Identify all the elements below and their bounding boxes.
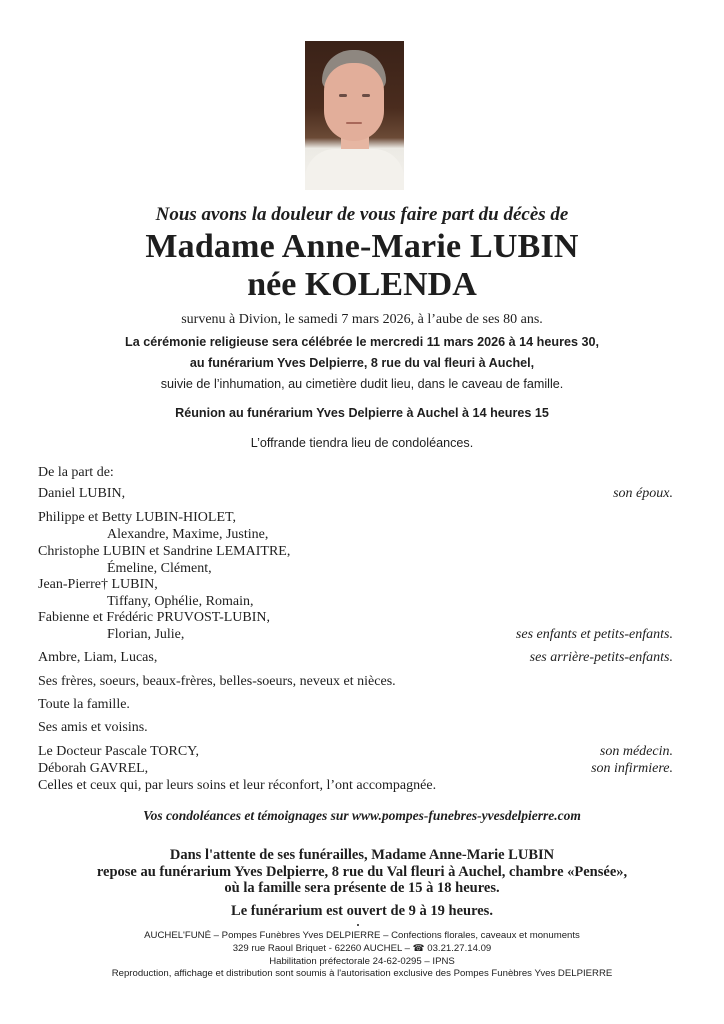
spouse-relation: son époux. — [613, 486, 673, 501]
photo-mouth — [346, 122, 362, 124]
grandchildren: Alexandre, Maxime, Justine, — [107, 527, 269, 542]
nurse-name: Déborah GAVREL, — [38, 761, 149, 776]
grandchildren: Émeline, Clément, — [107, 561, 212, 576]
photo-shirt — [305, 149, 404, 190]
announcement-intro: Nous avons la douleur de vous faire part du décès de — [155, 204, 569, 225]
death-details: survenu à Divion, le samedi 7 mars 2026, à l’aube de ses 80 ans. — [181, 312, 543, 327]
child-family: Christophe LUBIN et Sandrine LEMAITRE, — [38, 544, 291, 559]
great-grandchildren: Ambre, Liam, Lucas, — [38, 650, 158, 665]
photo-face — [324, 63, 384, 141]
footer-phone: 03.21.27.14.09 — [424, 943, 492, 954]
offering-note: L’offrande tiendra lieu de condoléances. — [250, 436, 474, 450]
divider-dot — [357, 924, 359, 926]
funerarium-hours: Le funérarium est ouvert de 9 à 19 heures. — [231, 903, 493, 919]
child-family: Philippe et Betty LUBIN-HIOLET, — [38, 510, 237, 525]
from-label: De la part de: — [38, 465, 114, 480]
ceremony-line-2: au funérarium Yves Delpierre, 8 rue du val fleuri à Auchel, — [189, 356, 535, 370]
burial-details: suivie de l’inhumation, au cimetière dudit lieu, dans le caveau de famille. — [160, 377, 564, 391]
deceased-portrait-photo — [305, 41, 404, 190]
footer-license: Habilitation préfectorale 24-62-0295 – IPNS — [269, 956, 455, 967]
photo-eye — [362, 94, 370, 97]
footer-address — [0, 943, 724, 954]
caregivers: Celles et ceux qui, par leurs soins et leur réconfort, l’ont accompagnée. — [38, 778, 437, 793]
child-family: Fabienne et Frédéric PRUVOST-LUBIN, — [38, 610, 271, 625]
footer-reproduction-notice: Reproduction, affichage et distribution sont soumis à l'autorisation exclusive des Pompes Funèbres Yves DELPIERRE — [111, 968, 613, 979]
child-family: Jean-Pierre† LUBIN, — [38, 577, 158, 592]
footer-address-text: 329 rue Raoul Briquet - 62260 AUCHEL – — [232, 943, 413, 954]
spouse-name: Daniel LUBIN, — [38, 486, 126, 501]
doctor-relation: son médecin. — [599, 744, 673, 759]
viewing-line-3: où la famille sera présente de 15 à 18 heures. — [224, 880, 500, 896]
whole-family: Toute la famille. — [38, 697, 130, 712]
meeting-details: Réunion au funérarium Yves Delpierre à Auchel à 14 heures 15 — [175, 406, 549, 420]
nurse-relation: son infirmiere. — [591, 761, 673, 776]
great-grandchildren-relation: ses arrière-petits-enfants. — [529, 650, 673, 665]
deceased-name: Madame Anne-Marie LUBIN — [145, 228, 579, 265]
ceremony-line-1: La cérémonie religieuse sera célébrée le mercredi 11 mars 2026 à 14 heures 30, — [125, 335, 599, 349]
friends: Ses amis et voisins. — [38, 720, 148, 735]
siblings: Ses frères, soeurs, beaux-frères, belles-soeurs, neveux et nièces. — [38, 674, 396, 689]
children-relation: ses enfants et petits-enfants. — [515, 627, 673, 642]
doctor-name: Le Docteur Pascale TORCY, — [38, 744, 199, 759]
maiden-name: née KOLENDA — [247, 266, 477, 303]
grandchildren: Florian, Julie, — [107, 627, 185, 642]
viewing-line-2: repose au funérarium Yves Delpierre, 8 rue du Val fleuri à Auchel, chambre «Pensée», — [96, 864, 628, 880]
viewing-line-1: Dans l'attente de ses funérailles, Madame Anne-Marie LUBIN — [169, 847, 555, 863]
grandchildren: Tiffany, Ophélie, Romain, — [107, 594, 254, 609]
telephone-icon: ☎ — [412, 943, 425, 954]
condolences-link[interactable]: Vos condoléances et témoignages sur www.pompes-funebres-yvesdelpierre.com — [143, 808, 581, 823]
footer-company: AUCHEL'FUNÉ – Pompes Funèbres Yves DELPIERRE – Confections florales, caveaux et monuments — [144, 930, 580, 941]
photo-eye — [339, 94, 347, 97]
